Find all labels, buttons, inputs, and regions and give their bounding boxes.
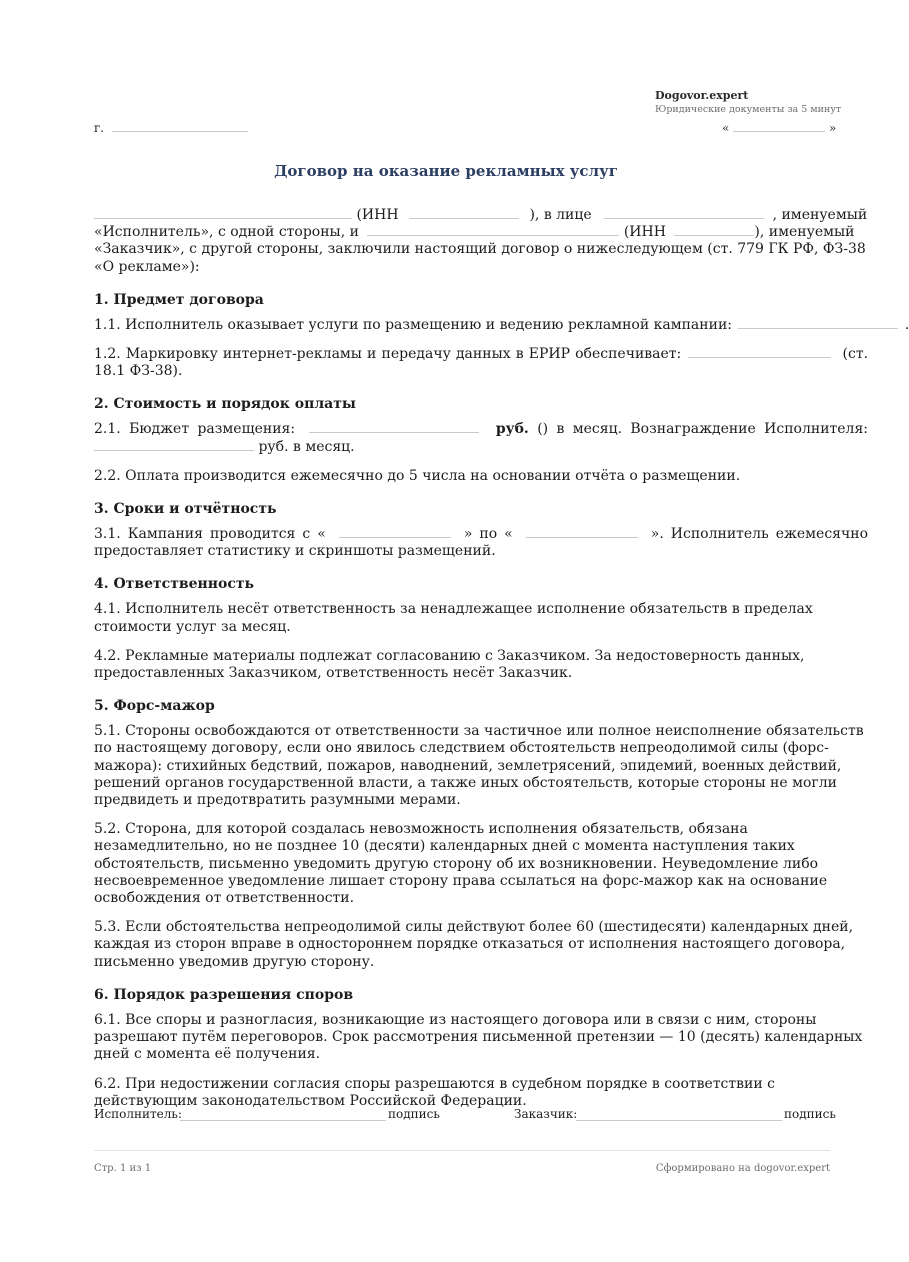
section-3-heading: 3. Сроки и отчётность [94, 501, 277, 518]
executor-name-blank [94, 207, 352, 219]
page-number: Стр. 1 из 1 [94, 1163, 152, 1174]
budget-blank [309, 421, 479, 433]
preamble [94, 207, 868, 276]
clause-1-1-end: . [904, 316, 909, 333]
clause-2-1 [94, 421, 868, 455]
named-label-2: ), именуемый [754, 224, 855, 241]
customer-name-blank [367, 224, 619, 236]
clause-1-1-text: 1.1. Исполнитель оказывает услуги по размещению и ведению рекламной кампании: [94, 316, 732, 333]
inn-label-2: (ИНН [623, 224, 666, 241]
city-prefix: г. [94, 121, 105, 135]
inn-label: (ИНН [356, 207, 399, 223]
clause-5-3: 5.3. Если обстоятельства непреодолимой силы действуют более 60 (шестидесяти) календарных дней, каждая из сторон вправе в одностороннем порядке отказаться от исполнения настоящего договора, письменно уведомив другую сторону. [94, 919, 854, 970]
clause-4-1: 4.1. Исполнитель несёт ответственность за ненадлежащее исполнение обязательств в пределах стоимости услуг за месяц. [94, 601, 813, 635]
section-4-heading: 4. Ответственность [94, 576, 255, 593]
brand-name: Dogovor.expert [655, 89, 749, 102]
document-title: Договор на оказание рекламных услуг [274, 162, 618, 180]
named-label: , именуемый [772, 207, 868, 223]
footer-divider [94, 1150, 830, 1151]
start-date-blank [339, 526, 451, 538]
brand-tagline: Юридические документы за 5 минут [655, 104, 842, 115]
clause-6-1: 6.1. Все споры и разногласия, возникающие из настоящего договора или в связи с ним, стороны разрешают путём переговоров. Срок рассмотрения письменной претензии — 10 (десять) календарных дней с момента её получения. [94, 1011, 863, 1063]
preamble-rest: «Заказчик», с другой стороны, заключили настоящий договор о нижеследующем (ст. 779 ГК РФ, ФЗ-38 «О рекламе»): [94, 241, 866, 275]
campaign-blank [738, 317, 898, 329]
end-date-blank [526, 526, 638, 538]
executor-sign-label: Исполнитель: [94, 1107, 182, 1121]
clause-2-1-mid: () в месяц. Вознаграждение Исполнителя: [537, 421, 869, 438]
section-1-heading: 1. Предмет договора [94, 291, 264, 308]
clause-2-1-end: руб. в месяц. [258, 438, 355, 455]
clause-3-1-text: 3.1. Кампания проводится с « [94, 526, 326, 543]
rub-label: руб. [495, 421, 529, 438]
executor-role-text: «Исполнитель», с одной стороны, и [94, 224, 359, 241]
fee-blank [94, 439, 254, 451]
clause-1-2 [94, 346, 868, 380]
executor-inn-blank [409, 207, 519, 219]
clause-3-1-mid: » по « [463, 526, 513, 543]
clause-3-1 [94, 526, 868, 560]
section-2-heading: 2. Стоимость и порядок оплаты [94, 396, 356, 413]
customer-sign-label: Заказчик: [514, 1107, 578, 1121]
clause-3-1-end: ». Исполнитель ежемесячно предоставляет статистику и скриншоты размещений. [94, 526, 869, 560]
customer-sign-blank [576, 1108, 782, 1121]
preamble-line-1 [94, 207, 868, 224]
preamble-line-2 [94, 224, 868, 241]
clause-6-2: 6.2. При недостижении согласия споры разрешаются в судебном порядке в соответствии с действующим законодательством Российской Федерации. [94, 1075, 775, 1109]
clause-1-2-end: (ст. 18.1 ФЗ-38). [94, 346, 869, 380]
city-field [94, 120, 248, 136]
brand-block [655, 88, 841, 117]
clause-4-2: 4.2. Рекламные материалы подлежат согласованию с Заказчиком. За недостоверность данных, предоставленных Заказчиком, ответственность несёт Заказчик. [94, 647, 805, 682]
executor-rep-blank [604, 207, 764, 219]
customer-inn-blank [674, 224, 754, 236]
in-person-label: ), в лице [529, 207, 592, 223]
date-open-quote: « [722, 121, 730, 135]
date-blank [733, 120, 825, 132]
ord-blank [688, 346, 831, 358]
section-5-heading: 5. Форс-мажор [94, 698, 215, 715]
city-blank [112, 120, 248, 132]
clause-5-1: 5.1. Стороны освобождаются от ответственности за частичное или полное неисполнение обязательств по настоящему договору, если оно явилось следствием обстоятельств непреодолимой силы (форс-мажора): стихийных бедствий, пожаров, наводнений, землетрясений, эпидемий, военных действий, решений органов государственной власти, а также иных обстоятельств, которые стороны не могли предвидеть и предотвратить разумными мерами. [94, 723, 864, 809]
date-close-quote: » [829, 121, 837, 135]
executor-sign-blank [180, 1108, 386, 1121]
date-field [722, 120, 836, 136]
clause-2-1-text: 2.1. Бюджет размещения: [94, 421, 296, 438]
clause-5-2: 5.2. Сторона, для которой создалась невозможность исполнения обязательств, обязана незамедлительно, но не позднее 10 (десяти) календарных дней с момента наступления таких обстоятельств, письменно уведомить другую сторону об их возникновении. Неуведомление либо несвоевременное уведомление лишает сторону права ссылаться на форс-мажор как на основание освобождения от ответственности. [94, 821, 828, 907]
customer-sign-caption: подпись [784, 1107, 836, 1121]
clause-1-2-text: 1.2. Маркировку интернет-рекламы и передачу данных в ЕРИР обеспечивает: [94, 346, 682, 363]
executor-sign-caption: подпись [388, 1107, 440, 1121]
clause-2-2: 2.2. Оплата производится ежемесячно до 5 числа на основании отчёта о размещении. [94, 467, 741, 484]
document-body [94, 207, 909, 1110]
clause-1-1 [94, 316, 909, 334]
generated-note: Сформировано на dogovor.expert [655, 1163, 830, 1174]
section-6-heading: 6. Порядок разрешения споров [94, 986, 354, 1003]
